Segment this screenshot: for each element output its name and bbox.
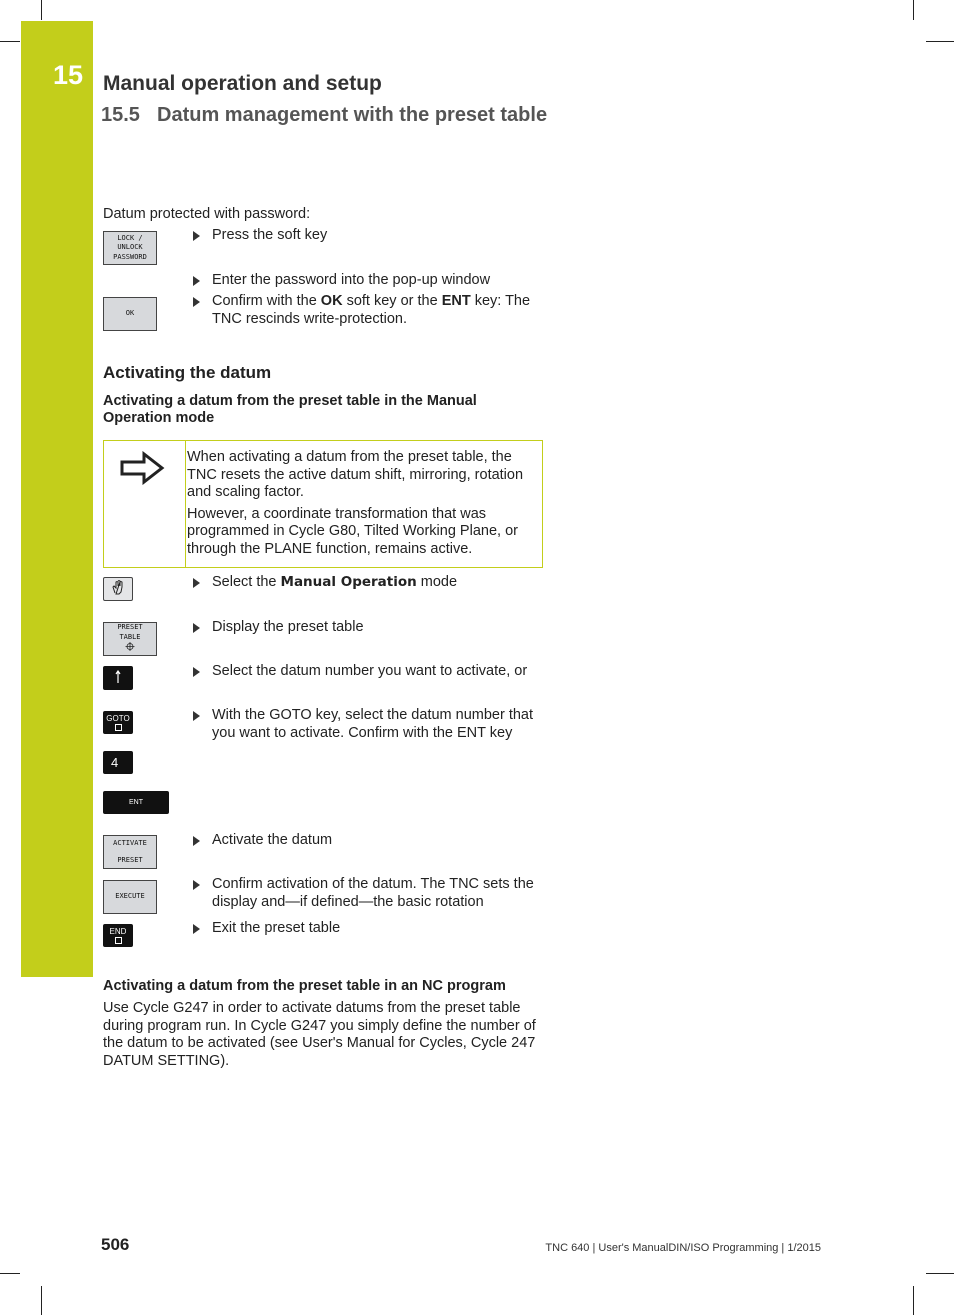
note-paragraph: When activating a datum from the preset table, the TNC resets the active datum shift, mirroring, rotation and scaling factor. [187,449,524,501]
softkey-label-line: PRESET [117,623,143,632]
bullet-triangle-icon [193,578,200,588]
step-press-softkey [193,227,543,245]
chapter-sidebar [21,21,93,977]
heading-activating-datum: Activating the datum [103,363,272,382]
execute-softkey[interactable] [103,880,157,914]
footer-publication: TNC 640 | User's ManualDIN/ISO Programming | 1/2015 [545,1242,821,1254]
ok-softkey[interactable] [103,297,157,331]
text-run: Confirm with the [212,293,321,309]
arrow-up-key[interactable] [103,666,133,690]
key-label: GOTO [106,714,130,723]
step-text: Display the preset table [212,619,364,635]
section-title-text: Datum management with the preset table [157,104,548,126]
bullet-triangle-icon [193,623,200,633]
subheading-nc-program: Activating a datum from the preset table in an NC program [103,978,506,994]
step-text: Select the datum number you want to activate, or [212,663,528,679]
section-number: 15.5 [101,104,140,126]
step-select-datum [193,663,543,681]
bullet-triangle-icon [193,924,200,934]
step-confirm-ok [193,293,543,328]
step-exit-table [193,920,543,938]
arrow-up-icon [115,670,121,686]
softkey-label-line: UNLOCK [117,243,143,252]
square-icon [115,937,122,944]
step-text: Exit the preset table [212,920,341,936]
softkey-label-line: PRESET [117,856,143,864]
step-text: With the GOTO key, select the datum number that you want to activate. Confirm with the ENT key [212,707,534,741]
step-activate [193,832,543,850]
hand-icon [111,579,125,600]
end-key[interactable] [103,924,133,947]
digit-4-key[interactable] [103,751,133,774]
crop-mark [41,0,42,20]
subheading-manual-mode: Activating a datum from the preset table in the Manual Operation mode [103,393,477,426]
text-run: Select the [212,574,281,590]
bullet-triangle-icon [193,667,200,677]
nc-program-paragraph: Use Cycle G247 in order to activate datums from the preset table during program run. In Cycle G247 you simply define the number of the datum to be activated (see User's Manual for Cycles, Cycle 247 DATUM SETTING). [103,1000,536,1069]
ent-key[interactable] [103,791,169,814]
key-label: ENT [129,799,143,806]
page-number: 506 [101,1235,130,1254]
note-divider [185,441,186,567]
note-box [103,440,543,568]
chapter-number: 15 [53,60,84,90]
bullet-triangle-icon [193,276,200,286]
protected-label: Datum protected with password: [103,206,311,222]
bullet-triangle-icon [193,297,200,307]
datum-icon [125,642,135,655]
softkey-label-line: LOCK / [117,233,143,242]
bold-text: ENT [441,293,471,309]
text-run: mode [416,574,458,590]
key-label: END [109,927,127,936]
softkey-label-line: EXECUTE [115,892,145,901]
text-run: soft key or the [342,293,442,309]
note-paragraph: However, a coordinate transformation that was programmed in Cycle G80, Tilted Working Plane, or through the PLANE function, remains active. [187,505,518,557]
step-text [212,574,543,592]
step-enter-password [193,272,543,290]
bold-text: OK [320,293,343,309]
bullet-triangle-icon [193,880,200,890]
crop-mark [913,1286,914,1315]
key-label: 4 [111,755,119,770]
section-title [101,104,547,127]
square-icon [115,724,122,731]
softkey-label-line: PASSWORD [113,252,147,261]
note-text [187,449,537,563]
softkey-label-line: OK [125,309,135,318]
step-text: Confirm activation of the datum. The TNC sets the display and—if defined—the basic rotation [212,876,534,910]
step-text: Press the soft key [212,227,328,243]
crop-mark [926,1273,954,1274]
softkey-label-line: TABLE [119,632,141,641]
manual-operation-key[interactable] [103,577,133,601]
softkey-label-line: ACTIVATE [113,838,147,847]
step-text [212,293,543,328]
step-text: Activate the datum [212,832,333,848]
crop-mark [0,41,20,42]
goto-key[interactable] [103,711,133,734]
bullet-triangle-icon [193,711,200,721]
step-display-preset [193,619,543,637]
arrow-right-icon [119,451,165,490]
crop-mark [41,1286,42,1315]
preset-table-softkey[interactable] [103,622,157,656]
step-goto [193,707,543,742]
lock-unlock-password-softkey[interactable] [103,231,157,265]
crop-mark [0,1273,20,1274]
step-select-manual [193,574,543,592]
step-text: Enter the password into the pop-up window [212,272,491,288]
bold-text: Manual Operation [280,574,417,590]
step-confirm-activation [193,876,543,911]
text-run: key: The TNC rescinds write-protection. [212,293,531,327]
crop-mark [913,0,914,20]
bullet-triangle-icon [193,836,200,846]
chapter-title: Manual operation and setup [103,72,382,95]
bullet-triangle-icon [193,231,200,241]
activate-preset-softkey[interactable] [103,835,157,869]
crop-mark [926,41,954,42]
